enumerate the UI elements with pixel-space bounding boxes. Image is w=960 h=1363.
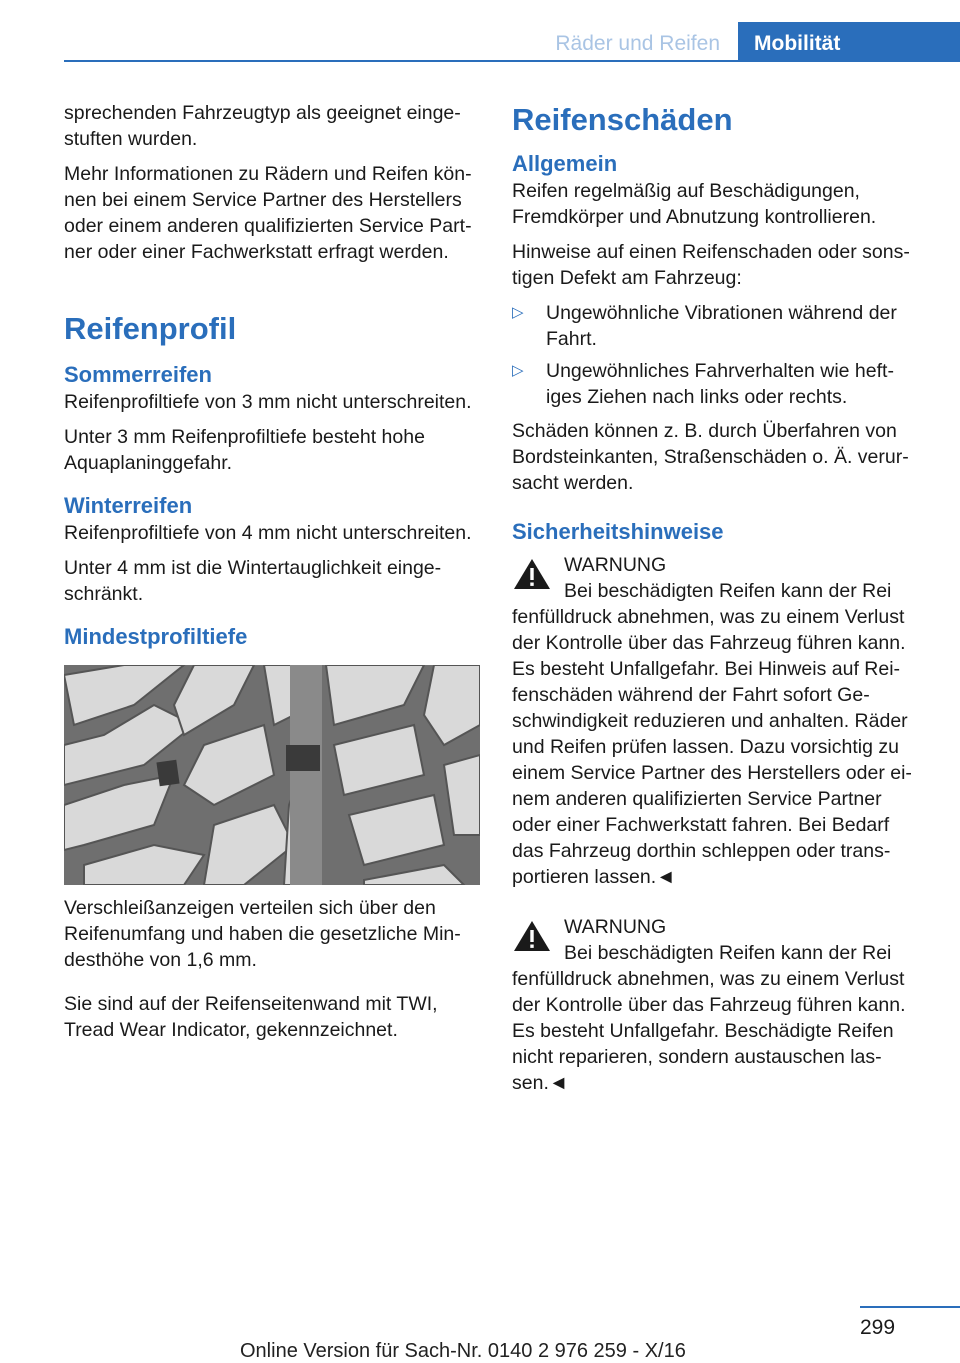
summer-paragraph-2: Unter 3 mm Reifenprofiltiefe besteht hohe Aquaplaninggefahr. — [64, 426, 425, 474]
header-section-title: Räder und Reifen — [555, 32, 720, 55]
footer-rule — [860, 1306, 960, 1308]
list-item-text: Ungewöhnliches Fahrverhalten wie heftiges Ziehen nach links oder rechts. — [546, 360, 894, 408]
heading-reifenschaeden: Reifenschäden — [512, 102, 733, 137]
heading-sommerreifen: Sommerreifen — [64, 362, 212, 387]
list-item — [512, 300, 922, 352]
summer-paragraph-1: Reifenprofiltiefe von 3 mm nicht unterschreiten. — [64, 391, 472, 413]
min-paragraph-2: Sie sind auf der Reifenseitenwand mit TWI, Tread Wear Indicator, gekennzeichnet. — [64, 993, 438, 1041]
page-number: 299 — [860, 1316, 896, 1339]
heading-mindestprofiltiefe: Mindestprofiltiefe — [64, 624, 248, 649]
tire-tread-wear-indicator-figure — [64, 665, 480, 885]
list-item-text: Ungewöhnliche Vibrationen während der Fahrt. — [546, 302, 897, 350]
general-paragraph-2: Hinweise auf einen Reifenschaden oder sonstigen Defekt am Fahrzeug: — [512, 241, 910, 289]
left-column — [64, 100, 480, 1052]
damage-indicator-list — [512, 300, 922, 410]
heading-allgemein: Allgemein — [512, 151, 618, 176]
footer-online-version: Online Version für Sach-Nr. 0140 2 976 259 - X/16 — [240, 1340, 686, 1362]
warning-label: WARNUNG — [564, 916, 667, 938]
heading-sicherheitshinweise: Sicherheitshinweise — [512, 519, 724, 544]
intro-paragraph-2: Mehr Informationen zu Rädern und Reifen können bei einem Service Partner des Herstellers oder einem anderen qualifizierten Service Partner oder einer Fachwerkstatt erfragt werden. — [64, 163, 472, 263]
general-paragraph-3: Schäden können z. B. durch Überfahren von Bordsteinkanten, Straßenschäden o. Ä. verursacht werden. — [512, 420, 909, 494]
heading-reifenprofil: Reifenprofil — [64, 311, 237, 346]
warning-block-1 — [512, 552, 922, 890]
bullet-triangle-icon: ▷ — [512, 362, 524, 379]
warning-triangle-icon — [512, 556, 552, 592]
winter-paragraph-2: Unter 4 mm ist die Wintertauglichkeit eingeschränkt. — [64, 557, 442, 605]
header-chapter-tab: Mobilität — [738, 22, 960, 62]
wear-indicator-block-right — [286, 745, 320, 771]
warning-first-line: Bei beschädigten Reifen kann der Rei — [564, 580, 892, 602]
warning-triangle-icon — [512, 918, 552, 954]
list-item — [512, 358, 922, 410]
right-column — [512, 100, 922, 1105]
intro-paragraph-1: sprechenden Fahrzeugtyp als geeignet eingestuften wurden. — [64, 102, 461, 150]
warning-block-2 — [512, 914, 922, 1096]
wear-indicator-block-left — [156, 760, 179, 787]
general-paragraph-1: Reifen regelmäßig auf Beschädigungen, Fremdkörper und Abnutzung kontrollieren. — [512, 180, 877, 228]
heading-winterreifen: Winterreifen — [64, 493, 193, 518]
warning-text: fenfülldruck abnehmen, was zu einem Verlust der Kontrolle über das Fahrzeug führen kann. Es besteht Unfallgefahr. Beschädigte Reifen nicht reparieren, sondern austauschen lassen.◄ — [512, 968, 906, 1094]
warning-label: WARNUNG — [564, 554, 667, 576]
warning-text: fenfülldruck abnehmen, was zu einem Verlust der Kontrolle über das Fahrzeug führen kann. Es besteht Unfallgefahr. Bei Hinweis auf Reifenschäden während der Fahrt sofort Geschwindigkeit reduzieren und anhalten. Räder und Reifen prüfen lassen. Dazu vorsichtig zu einem Service Partner des Herstellers oder einem anderen qualifizierten Service Partner oder einer Fachwerkstatt fahren. Bei Bedarf das Fahrzeug dorthin schleppen oder transportieren lassen.◄ — [512, 606, 912, 888]
warning-first-line: Bei beschädigten Reifen kann der Rei — [564, 942, 892, 964]
bullet-triangle-icon: ▷ — [512, 304, 524, 321]
winter-paragraph-1: Reifenprofiltiefe von 4 mm nicht unterschreiten. — [64, 522, 472, 544]
min-paragraph-1: Verschleißanzeigen verteilen sich über den Reifenumfang und haben die gesetzliche Mindesthöhe von 1,6 mm. — [64, 897, 461, 971]
